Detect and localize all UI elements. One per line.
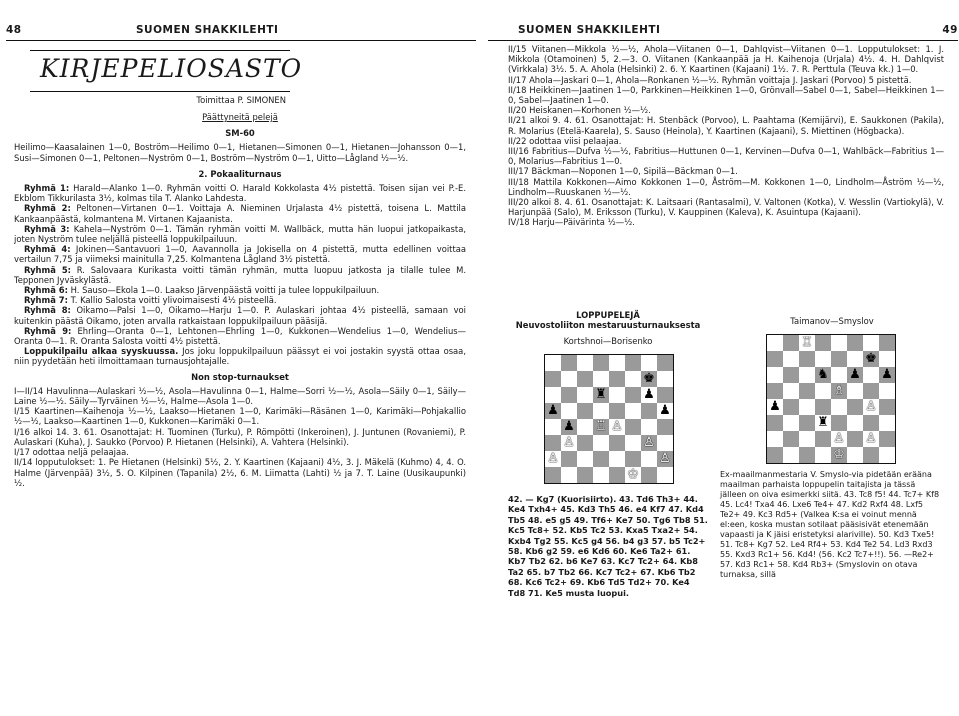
board-square: [799, 431, 815, 447]
chess-piece-icon: ♖: [801, 335, 813, 350]
board-square: [799, 447, 815, 463]
entry-list: [508, 44, 944, 228]
chess-piece-icon: ♙: [547, 451, 559, 466]
chess-piece-icon: ♙: [643, 435, 655, 450]
group-list: [14, 183, 466, 346]
nonstop-entry: II/14 lopputulokset: 1. Pe Hietanen (Helsinki) 5½, 2. Y. Kaartinen (Kajaani) 4½, 3. J. Mäkelä (Kuhmo) 4, 4. O. Halme (Järvenpää) 3½, 5. O. Kilpinen (Tapanila) 2½, 6. M. Liimatta (Lahti) ½ ja 7. T. Laine (Uusikaupunki) ½.: [14, 457, 466, 488]
board-square: [879, 431, 895, 447]
board-square: [815, 447, 831, 463]
board-square: [783, 383, 799, 399]
board-square: [831, 415, 847, 431]
board-square: [593, 403, 609, 419]
group-result: Ryhmä 1: Harald—Alanko 1—0. Ryhmän voitti O. Harald Kokkolasta 4½ pistettä. Toisen sijan vei P.-E. Ekblom Tikkurilasta 3½, kolmas tila T. Alanko Lahdesta.: [14, 183, 466, 204]
editor-line: Toimittaa P. SIMONEN: [196, 95, 286, 105]
board-square: [847, 335, 863, 351]
group-result: Ryhmä 7: T. Kallio Salosta voitti ylivoimaisesti 4½ pisteellä.: [24, 295, 277, 306]
board-square: [593, 371, 609, 387]
running-header-right: [488, 22, 958, 41]
board-square: [799, 367, 815, 383]
left-column: [14, 112, 466, 488]
chess-piece-icon: ♜: [595, 387, 607, 402]
group-result: Ryhmä 5: R. Salovaara Kurikasta voitti tämän ryhmän, mutta luopuu jatkosta ja tilalle tulee M. Tepponen Jyväskylästä.: [14, 264, 466, 285]
board-square: [641, 451, 657, 467]
board-square: [561, 355, 577, 371]
board-square: [879, 447, 895, 463]
board-square: [657, 435, 673, 451]
group-result: Ryhmä 2: Peltonen—Virtanen 0—1. Voittaja A. Nieminen Urjalasta 4½ pistettä, toisena L. Mattila Kankaanpäästä, kolmantena M. Virtanen Kajaanista.: [14, 203, 466, 224]
nonstop-entry: I/16 alkoi 14. 3. 61. Osanottajat: H. Tuominen (Turku), P. Römpötti (Inkeroinen), J. Juntunen (Rovaniemi), P. Aulaskari (Kuha), J. Saukko (Porvoo) P. Hietanen (Helsinki), A. Vahtera (Helsinki).: [14, 426, 466, 447]
board-square: [657, 355, 673, 371]
nonstop-list: [14, 386, 466, 488]
board-square: [561, 387, 577, 403]
tournament-entry: III/17 Bäckman—Noponen 1—0, Sipilä—Bäckman 0—1.: [508, 166, 738, 177]
tournament-entry: III/20 alkoi 8. 4. 61. Osanottajat: K. Laitsaari (Rantasalmi), V. Valtonen (Kotka), V. Wesslin (Vartiokylä), V. Harjunpää (Salo), M. Eriksson (Turku), V. Kauppinen (Kaleva), K. Asuintupa (Kajaani).: [508, 197, 944, 218]
right-column-top: [508, 44, 944, 228]
board-square: [879, 383, 895, 399]
board-square: [815, 383, 831, 399]
chess-piece-icon: ♙: [865, 399, 877, 414]
board-square: [767, 447, 783, 463]
board-square: [799, 351, 815, 367]
board-square: [561, 467, 577, 483]
board-square: [799, 383, 815, 399]
board-square: [831, 351, 847, 367]
board-square: [641, 355, 657, 371]
board-square: [545, 355, 561, 371]
board-square: [609, 387, 625, 403]
board-square: [879, 399, 895, 415]
board-square: [625, 403, 641, 419]
board-square: [847, 415, 863, 431]
board-square: [657, 467, 673, 483]
board-square: [609, 451, 625, 467]
board-square: [783, 335, 799, 351]
board-square: [657, 419, 673, 435]
board-square: [863, 367, 879, 383]
chess-piece-icon: ♗: [833, 383, 845, 398]
board-square: [641, 467, 657, 483]
board-square: [767, 335, 783, 351]
board-square: [609, 403, 625, 419]
nonstop-heading: Non stop-turnaukset: [191, 371, 289, 382]
chess-piece-icon: ♟: [643, 387, 655, 402]
board-square: [783, 351, 799, 367]
board-square: [847, 399, 863, 415]
board-square: [879, 415, 895, 431]
board-square: [577, 355, 593, 371]
board-square: [577, 435, 593, 451]
board-square: [783, 431, 799, 447]
board-square: [815, 335, 831, 351]
tournament-entry: II/15 Viitanen—Mikkola ½—½, Ahola—Viitanen 0—1, Dahlqvist—Viitanen 0—1. Lopputulokset: 1. J. Mikkola (Otamoinen) 5, 2.—3. O. Viitanen (Kankaanpää ja H. Kaihenoja (Urjala) 4½. 4. H. Dahlqvist (Virkkala) 3½. 5. A. Ahola (Helsinki) 2. 6. Y. Kaartinen (Kajaani) 1½. 7. R. Perttula (Teuva kk.) 1—0.: [508, 44, 944, 75]
board-square: [799, 399, 815, 415]
game-heading: LOPPUPELEJÄ: [576, 310, 640, 320]
board-square: [831, 367, 847, 383]
chess-piece-icon: ♟: [547, 403, 559, 418]
tournament-entry: III/16 Fabritius—Dufva ½—½, Fabritius—Huttunen 0—1, Kervinen—Dufva 0—1, Wahlbäck—Fabritius 1—0, Molarius—Fabritius 1—0.: [508, 146, 944, 167]
pokaali-heading: 2. Pokaaliturnaus: [198, 168, 282, 179]
board-square: [847, 431, 863, 447]
board-square: [657, 387, 673, 403]
board-square: [577, 371, 593, 387]
chess-piece-icon: ♔: [627, 467, 639, 482]
board-square: [879, 335, 895, 351]
board-square: [577, 419, 593, 435]
nonstop-entry: I/15 Kaartinen—Kaihenoja ½—½, Laakso—Hietanen 1—0, Karimäki—Räsänen 1—0, Karimäki—Pohjakallio ½—½, Laakso—Kaartinen 1—0, Kukkonen—Karimäki 0—1.: [14, 406, 466, 427]
board-square: [847, 351, 863, 367]
chess-piece-icon: ♟: [881, 367, 893, 382]
board-square: [815, 431, 831, 447]
running-title: SUOMEN SHAKKILEHTI: [136, 24, 279, 36]
group-result: Ryhmä 9: Ehrling—Oranta 0—1, Lehtonen—Ehrling 1—0, Kukkonen—Wendelius 1—0, Wendelius—Oranta 0—1. R. Oranta Salosta voitti 4½ pistettä.: [14, 325, 466, 347]
board-square: [577, 451, 593, 467]
board-square: [593, 451, 609, 467]
board-square: [799, 415, 815, 431]
board-square: [561, 451, 577, 467]
board-square: [783, 415, 799, 431]
board-square: [609, 355, 625, 371]
chess-piece-icon: ♟: [659, 403, 671, 418]
board-square: [863, 383, 879, 399]
chess-diagram-left: [544, 354, 674, 484]
tournament-entry: II/17 Ahola—Jaskari 0—1, Ahola—Ronkanen ½—½. Ryhmän voittaja J. Jaskari (Porvoo) 5 pistettä.: [508, 74, 912, 85]
chess-piece-icon: ♙: [611, 419, 623, 434]
game-right-column: [720, 316, 944, 326]
board-square: [625, 451, 641, 467]
board-square: [625, 387, 641, 403]
board-square: [609, 371, 625, 387]
board-square: [625, 435, 641, 451]
page-number: 49: [942, 24, 958, 36]
running-header-left: [6, 22, 476, 41]
running-title: SUOMEN SHAKKILEHTI: [518, 24, 661, 36]
board-square: [641, 403, 657, 419]
board-square: [767, 351, 783, 367]
section-title: KIRJEPELIOSASTO: [40, 54, 303, 83]
board-square: [863, 335, 879, 351]
tournament-entry: II/20 Heiskanen—Korhonen ½—½.: [508, 105, 651, 116]
chess-piece-icon: ♙: [563, 435, 575, 450]
moves-right-text: Ex-maailmanmestaria V. Smyslo-via pidetään erääna maailman parhaista loppupelin taitajista ja tässä jälleen on oiva esimerkki siitä. 43. Tc8 f5! 44. Tc7+ Kf8 45. Lc4! Txa4 46. Lxe6 Te4+ 47. Kd2 Rxf4 48. Lxf5 Te2+ 49. Kc3 Rd5+ (Valkea K:sa ei voinut mennä el:een, koska mustan sotilaat pääsisivät etenemään vapaasti ja K jäisi eristetyksi alariville). 50. Kd3 Txe5! 51. Tc8+ Kg7 52. Le4 Rf4+ 53. Kd4 Te2 54. Ld3 Rxd3 55. Kxd3 Rc1+ 56. Kd4! (56. Kc2 Tc7+!!). 56. —Re2+ 57. Kd3 Rc1+ 58. Kd4 Rb3+ (Smyslovin on otava turnaksa, sillä: [720, 470, 940, 579]
board-square: [863, 447, 879, 463]
tournament-entry: IV/18 Harju—Päivärinta ½—½.: [508, 217, 635, 228]
chess-piece-icon: ♙: [659, 451, 671, 466]
chess-piece-icon: ♚: [865, 351, 877, 366]
board-square: [783, 367, 799, 383]
game-left-column: [508, 310, 708, 347]
board-square: [593, 355, 609, 371]
chess-piece-icon: ♙: [865, 431, 877, 446]
board-square: [545, 387, 561, 403]
chess-piece-icon: ♟: [563, 419, 575, 434]
board-square: [847, 383, 863, 399]
board-square: [561, 371, 577, 387]
board-square: [609, 435, 625, 451]
board-square: [657, 371, 673, 387]
board-square: [593, 467, 609, 483]
board-square: [577, 403, 593, 419]
left-page: [6, 0, 476, 716]
board-square: [545, 467, 561, 483]
nonstop-entry: I/17 odottaa neljä pelaajaa.: [14, 447, 129, 458]
board-square: [767, 431, 783, 447]
board-square: [847, 447, 863, 463]
board-square: [545, 371, 561, 387]
board-square: [879, 351, 895, 367]
group-result: Ryhmä 6: H. Sauso—Ekola 1—0. Laakso Järvenpäästä voitti ja tulee loppukilpailuun.: [24, 285, 380, 296]
board-square: [625, 371, 641, 387]
chess-piece-icon: ♙: [833, 431, 845, 446]
nonstop-entry: I—II/14 Havulinna—Aulaskari ½—½, Asola—Havulinna 0—1, Halme—Sorri ½—½, Asola—Säily 0—1, Säily—Laine ½—½. Säily—Tyrväinen ½—½, Halme—Asola 1—0.: [14, 385, 466, 407]
board-square: [577, 387, 593, 403]
page-number: 48: [6, 24, 22, 36]
final-notice: Loppukilpailu alkaa syyskuussa. Jos joku loppukilpailuun päässyt ei voi jostakin syystä ottaa osaa, niin pyydetään heti ilmoittamaan turnausjohtajalle.: [14, 346, 466, 367]
chess-piece-icon: ♖: [595, 419, 607, 434]
group-result: Ryhmä 4: Jokinen—Santavuori 1—0, Aavannolla ja Jokisella on 4 pistettä, mutta edellinen voittaa vertailun 7,75 ja viimeksi mainitulla 7,25. Kolmantena Lågland 3½ pistettä.: [14, 244, 466, 265]
board-square: [609, 467, 625, 483]
chess-piece-icon: ♟: [769, 399, 781, 414]
diagram-caption: Taimanov—Smyslov: [790, 316, 874, 326]
board-square: [545, 419, 561, 435]
board-square: [593, 435, 609, 451]
board-square: [815, 351, 831, 367]
group-result: Ryhmä 8: Oikamo—Palsi 1—0, Oikamo—Harju 1—0. P. Aulaskari johtaa 4½ pisteellä, samaan voi kuitenkin päästä Oikamo, joten arvalla ratkaistaan loppukilpailuun pääsijä.: [14, 305, 466, 326]
board-square: [831, 399, 847, 415]
tournament-entry: III/18 Mattila Kokkonen—Aimo Kokkonen 1—0, Åström—M. Kokkonen 1—0, Lindholm—Åström ½—½, Lindholm—Ruuskanen ½—½.: [508, 176, 944, 197]
chess-piece-icon: ♜: [817, 415, 829, 430]
board-square: [783, 399, 799, 415]
board-square: [625, 419, 641, 435]
board-square: [767, 367, 783, 383]
board-square: [783, 447, 799, 463]
board-square: [767, 415, 783, 431]
board-square: [863, 415, 879, 431]
tournament-entry: II/22 odottaa viisi pelaajaa.: [508, 135, 622, 146]
game-players: Kortshnoi—Borisenko: [563, 336, 653, 347]
board-square: [545, 435, 561, 451]
chess-piece-icon: ♚: [643, 371, 655, 386]
chess-piece-icon: ♟: [849, 367, 861, 382]
chess-diagram-right: [766, 334, 896, 464]
chess-piece-icon: ♞: [817, 367, 829, 382]
section-title-box: [30, 50, 303, 105]
sm-heading: SM-60: [225, 128, 255, 139]
tournament-entry: II/18 Heikkinen—Jaatinen 1—0, Parkkinen—Heikkinen 1—0, Grönvall—Sabel 0—1, Sabel—Heikkinen 1—0, Sabel—Jaatinen 1—0.: [508, 84, 944, 106]
board-square: [831, 335, 847, 351]
board-square: [641, 419, 657, 435]
board-square: [767, 383, 783, 399]
chess-piece-icon: ♔: [833, 447, 845, 462]
board-square: [815, 399, 831, 415]
game-subheading: Neuvostoliiton mestaruusturnauksesta: [515, 320, 701, 331]
tournament-entry: II/21 alkoi 9. 4. 61. Osanottajat: H. Stenbäck (Porvoo), L. Paahtama (Kemijärvi), E. Saukkonen (Pakila), R. Molarius (Etelä-Kaarela), S. Sauso (Heinola), Y. Kaartinen (Kajaani), S. Miettinen (Högbacka).: [508, 115, 944, 136]
board-square: [625, 355, 641, 371]
moves-left-text: 42. — Kg7 (Kuorisiirto). 43. Td6 Th3+ 44. Ke4 Txh4+ 45. Kd3 Th5 46. e4 Kf7 47. Kd4 Tb5 48. e5 g5 49. Tf6+ Ke7 50. Tg6 Tb8 51. Kc5 Tc8+ 52. Kb5 Tc2 53. Kxa5 Txa2+ 54. Kxb4 Tg2 55. Kc5 g4 56. b4 g3 57. b5 Tc2+ 58. Kb6 g2 59. e6 Kd6 60. Ke6 Ta2+ 61. Kb7 Tb2 62. b6 Ke7 63. Kc7 Tc2+ 64. Kb8 Ta2 65. b7 Tb2 66. Kc7 Tc2+ 67. Kb6 Tb2 68. Kc6 Tc2+ 69. Kb6 Td5 Td2+ 70. Ke4 Td8 71. Ke5 musta luopui.: [508, 494, 708, 598]
sm-results: Heilimo—Kaasalainen 1—0, Boström—Heilimo 0—1, Hietanen—Simonen 0—1, Hietanen—Johansson 0—1, Susi—Simonen 0—1, Peltonen—Nyström 0—1, Boström—Nyström 0—1, Uitto—Lågland ½—½.: [14, 142, 466, 163]
board-square: [561, 403, 577, 419]
right-page: [488, 0, 958, 716]
group-result: Ryhmä 3: Kahela—Nyström 0—1. Tämän ryhmän voitti M. Wallbäck, mutta hän luopui jatkopaikasta, joten Nyström tulee neljällä pisteellä loppukilpailuun.: [14, 223, 466, 245]
board-square: [577, 467, 593, 483]
finished-heading: Päättyneitä pelejä: [202, 112, 278, 122]
